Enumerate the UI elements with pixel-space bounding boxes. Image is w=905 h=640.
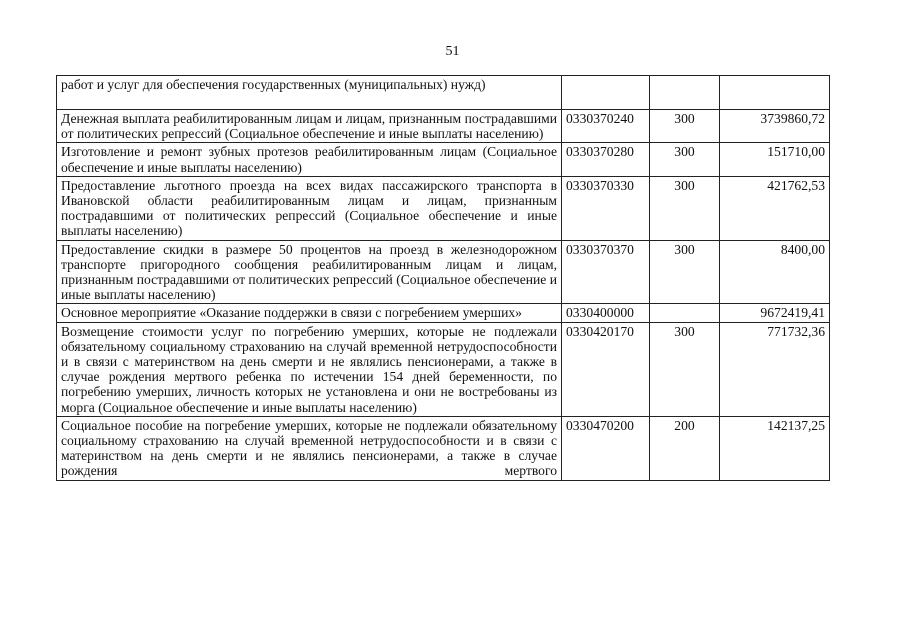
row-amount: 142137,25 (720, 416, 830, 480)
table-row (57, 304, 830, 322)
row-target-code: 0330400000 (562, 304, 650, 322)
row-target-code: 0330370370 (562, 240, 650, 304)
row-target-code: 0330370330 (562, 176, 650, 240)
row-amount (720, 76, 830, 110)
row-expense-kind: 200 (650, 416, 720, 480)
table-row (57, 143, 830, 176)
row-expense-kind: 300 (650, 143, 720, 176)
row-target-code: 0330470200 (562, 416, 650, 480)
row-target-code (562, 76, 650, 110)
row-expense-kind (650, 76, 720, 110)
row-amount: 9672419,41 (720, 304, 830, 322)
row-amount: 8400,00 (720, 240, 830, 304)
row-amount: 151710,00 (720, 143, 830, 176)
table-row (57, 416, 830, 480)
row-amount: 421762,53 (720, 176, 830, 240)
table-row (57, 110, 830, 143)
row-description: работ и услуг для обеспечения государственных (муниципальных) нужд) (57, 76, 562, 110)
page-number: 51 (445, 44, 460, 59)
row-description: Основное мероприятие «Оказание поддержки в связи с погребением умерших» (57, 304, 562, 322)
row-expense-kind: 300 (650, 176, 720, 240)
row-description: Предоставление льготного проезда на всех видах пассажирского транспорта в Ивановской области реабилитированным лицам и лицам, признанным пострадавшими от политических репрессий (Социальное обеспечение и иные выплаты населению) (57, 176, 562, 240)
table-row (57, 76, 830, 110)
table-row (57, 322, 830, 416)
row-expense-kind: 300 (650, 322, 720, 416)
row-expense-kind (650, 304, 720, 322)
row-description: Возмещение стоимости услуг по погребению умерших, которые не подлежали обязательному социальному страхованию на случай временной нетрудоспособности и в связи с материнством на день смерти и не являлись пенсионерами, а также в случае рождения мертвого ребенка по истечении 154 дней беременности, по погребению умерших, личность которых не установлена и они не востребованы из морга (Социальное обеспечение и иные выплаты населению) (57, 322, 562, 416)
row-description: Предоставление скидки в размере 50 процентов на проезд в железнодорожном транспорте пригородного сообщения реабилитированным лицам и лицам, признанным пострадавшими от политических репрессий (Социальное обеспечение и иные выплаты населению) (57, 240, 562, 304)
row-description: Изготовление и ремонт зубных протезов реабилитированным лицам (Социальное обеспечение и иные выплаты населению) (57, 143, 562, 176)
budget-table (56, 75, 830, 481)
row-expense-kind: 300 (650, 240, 720, 304)
row-description: Денежная выплата реабилитированным лицам и лицам, признанным пострадавшими от политических репрессий (Социальное обеспечение и иные выплаты населению) (57, 110, 562, 143)
table-row (57, 176, 830, 240)
row-target-code: 0330370240 (562, 110, 650, 143)
table-row (57, 240, 830, 304)
row-amount: 771732,36 (720, 322, 830, 416)
row-target-code: 0330370280 (562, 143, 650, 176)
row-description: Социальное пособие на погребение умерших, которые не подлежали обязательному социальному страхованию на случай временной нетрудоспособности и в связи с материнством на день смерти и не являлись пенсионерами, а также в случае рождения мертвого (57, 416, 562, 480)
row-amount: 3739860,72 (720, 110, 830, 143)
row-expense-kind: 300 (650, 110, 720, 143)
row-target-code: 0330420170 (562, 322, 650, 416)
